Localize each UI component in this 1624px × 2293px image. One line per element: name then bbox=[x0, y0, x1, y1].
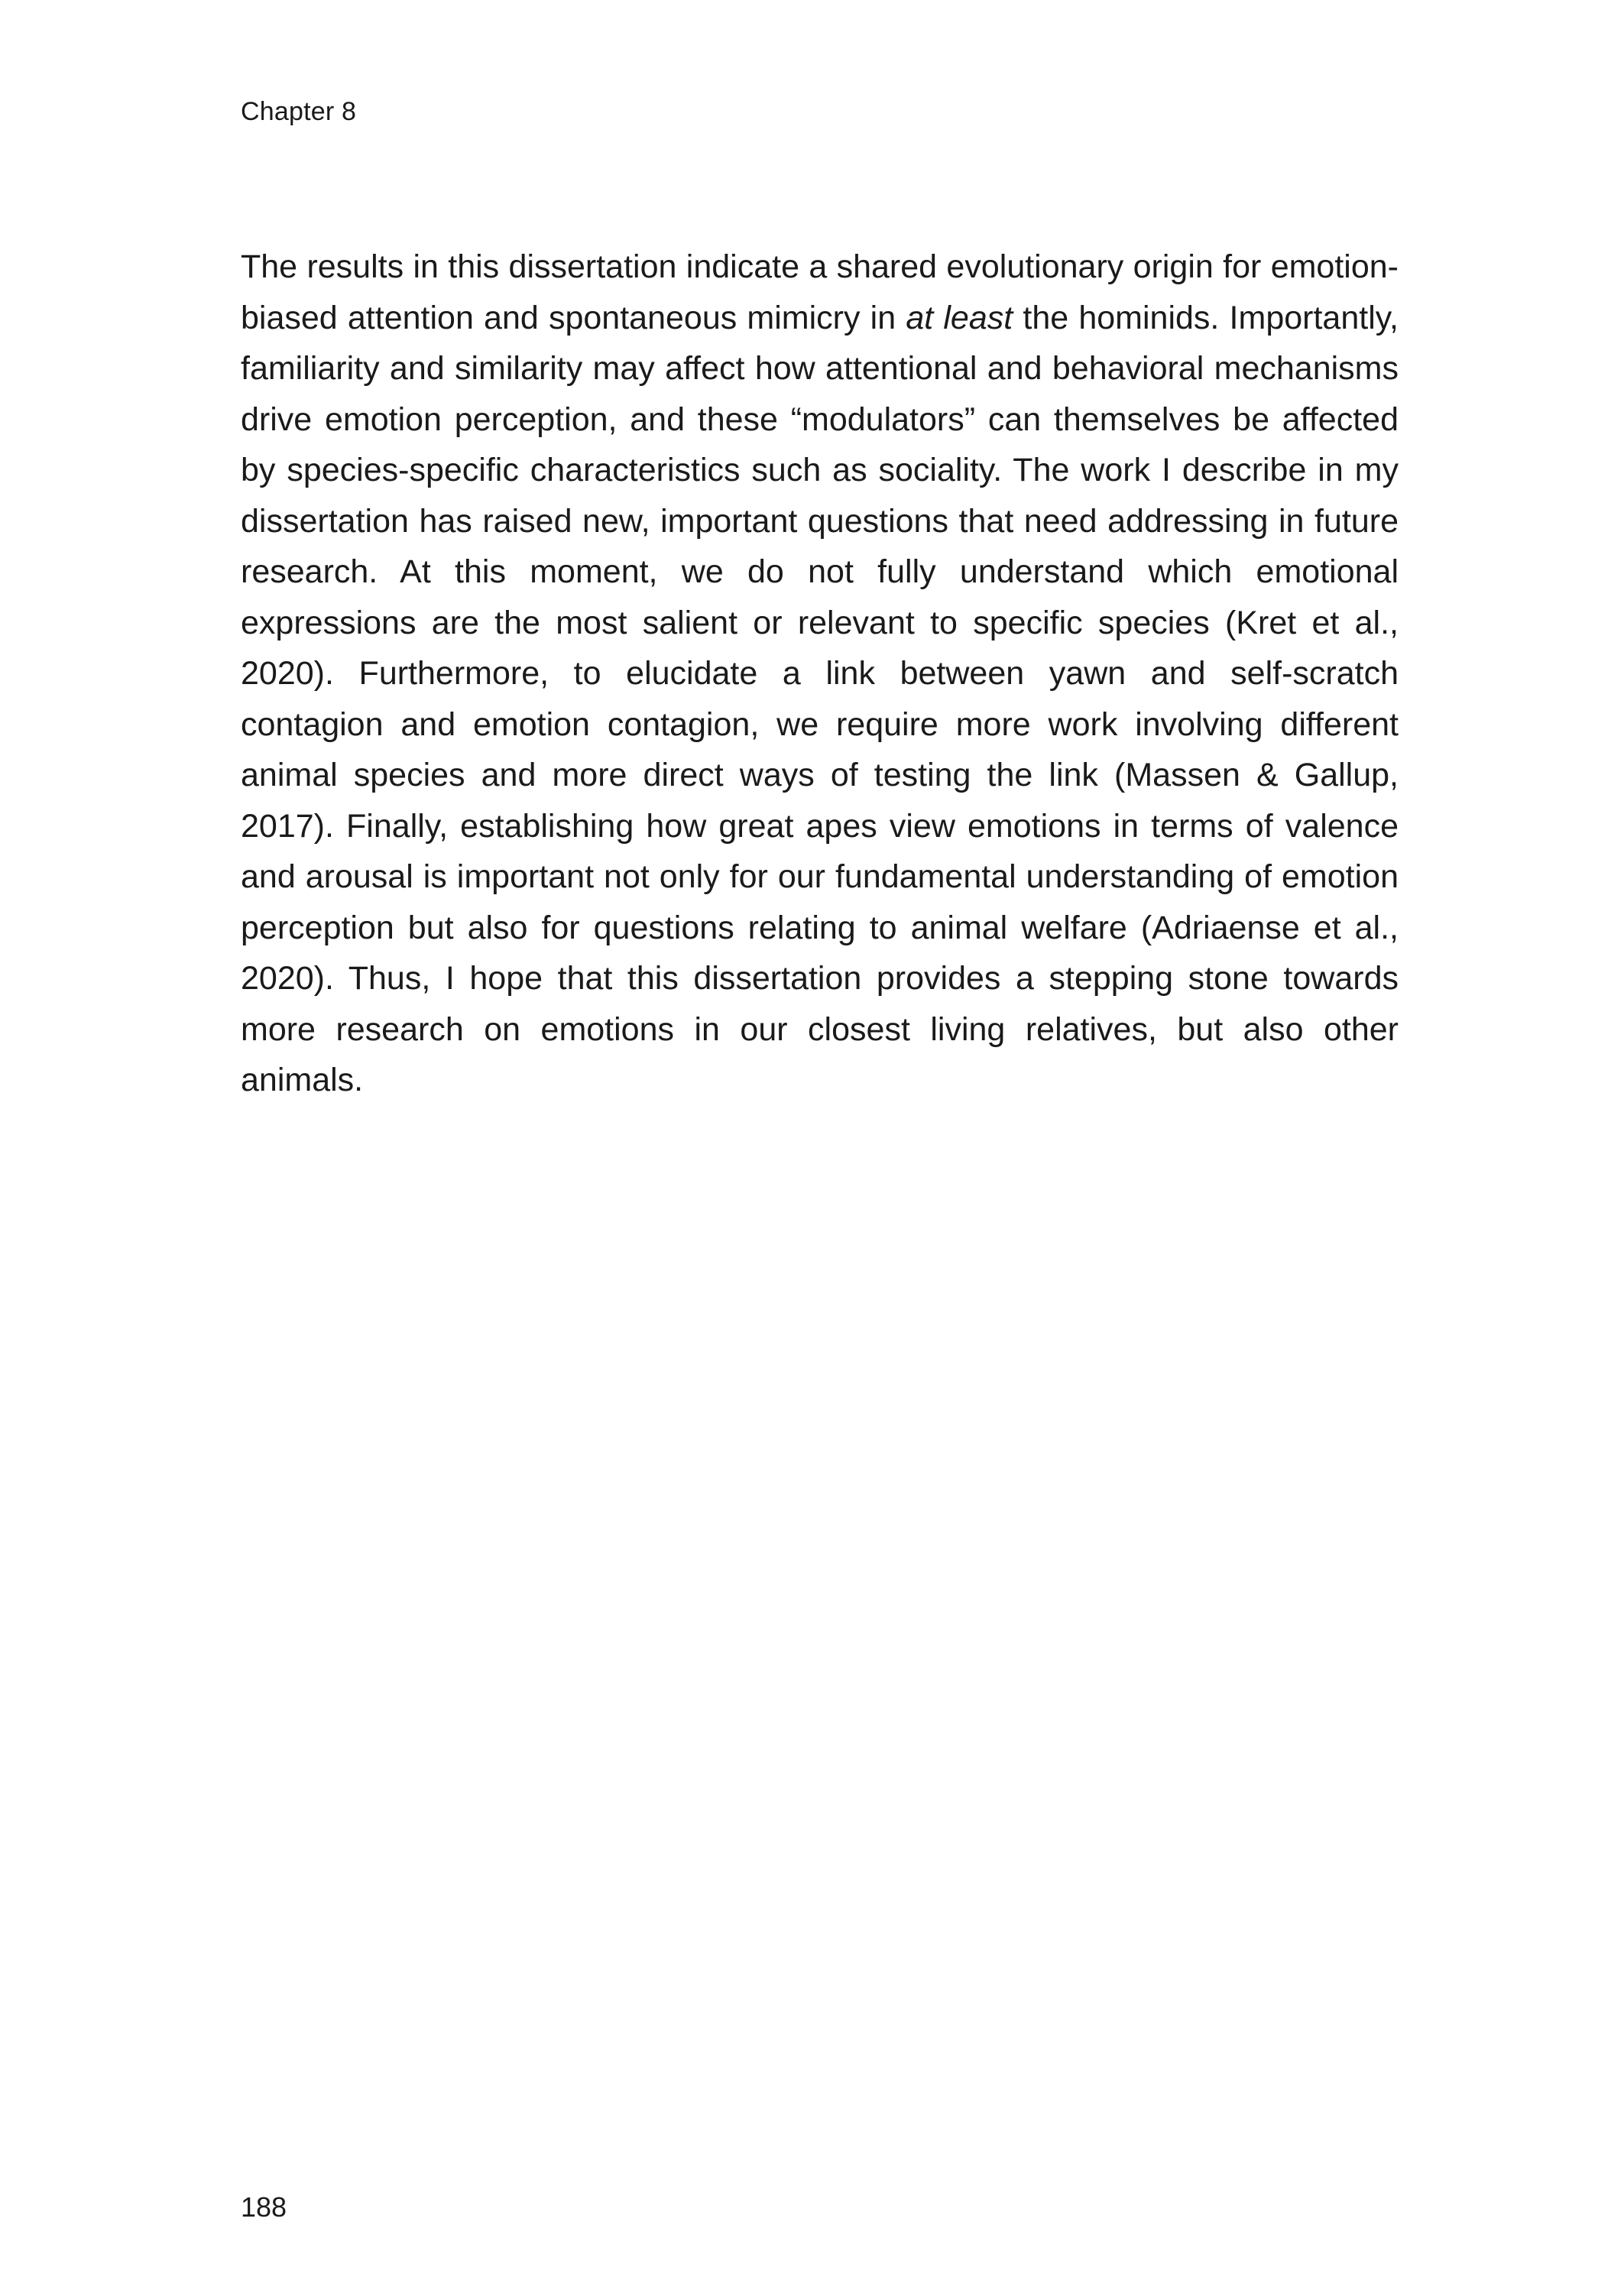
running-header: Chapter 8 bbox=[241, 97, 357, 126]
body-paragraph bbox=[241, 242, 1399, 1106]
paragraph-text-start: The results in this dissertation indicate a shared evolutionary origin for emotion-biased attention and spontaneous mimicry in bbox=[241, 248, 1399, 336]
page-number: 188 bbox=[241, 2191, 287, 2223]
paragraph-text-end: the hominids. Importantly, familiarity and similarity may affect how attentional and behavioral mechanisms drive emotion perception, and these “modulators” can themselves be affected by species-specific characteristics such as sociality. The work I describe in my dissertation has raised new, important questions that need addressing in future research. At this moment, we do not fully understand which emotional expressions are the most salient or relevant to specific species (Kret et al., 2020). Furthermore, to elucidate a link between yawn and self-scratch contagion and emotion contagion, we require more work involving different animal species and more direct ways of testing the link (Massen & Gallup, 2017). Finally, establishing how great apes view emotions in terms of valence and arousal is important not only for our fundamental understanding of emotion perception but also for questions relating to animal welfare (Adriaense et al., 2020). Thus, I hope that this dissertation provides a stepping stone towards more research on emotions in our closest living relatives, but also other animals. bbox=[241, 299, 1399, 1098]
emphasized-phrase: at least bbox=[906, 299, 1013, 336]
